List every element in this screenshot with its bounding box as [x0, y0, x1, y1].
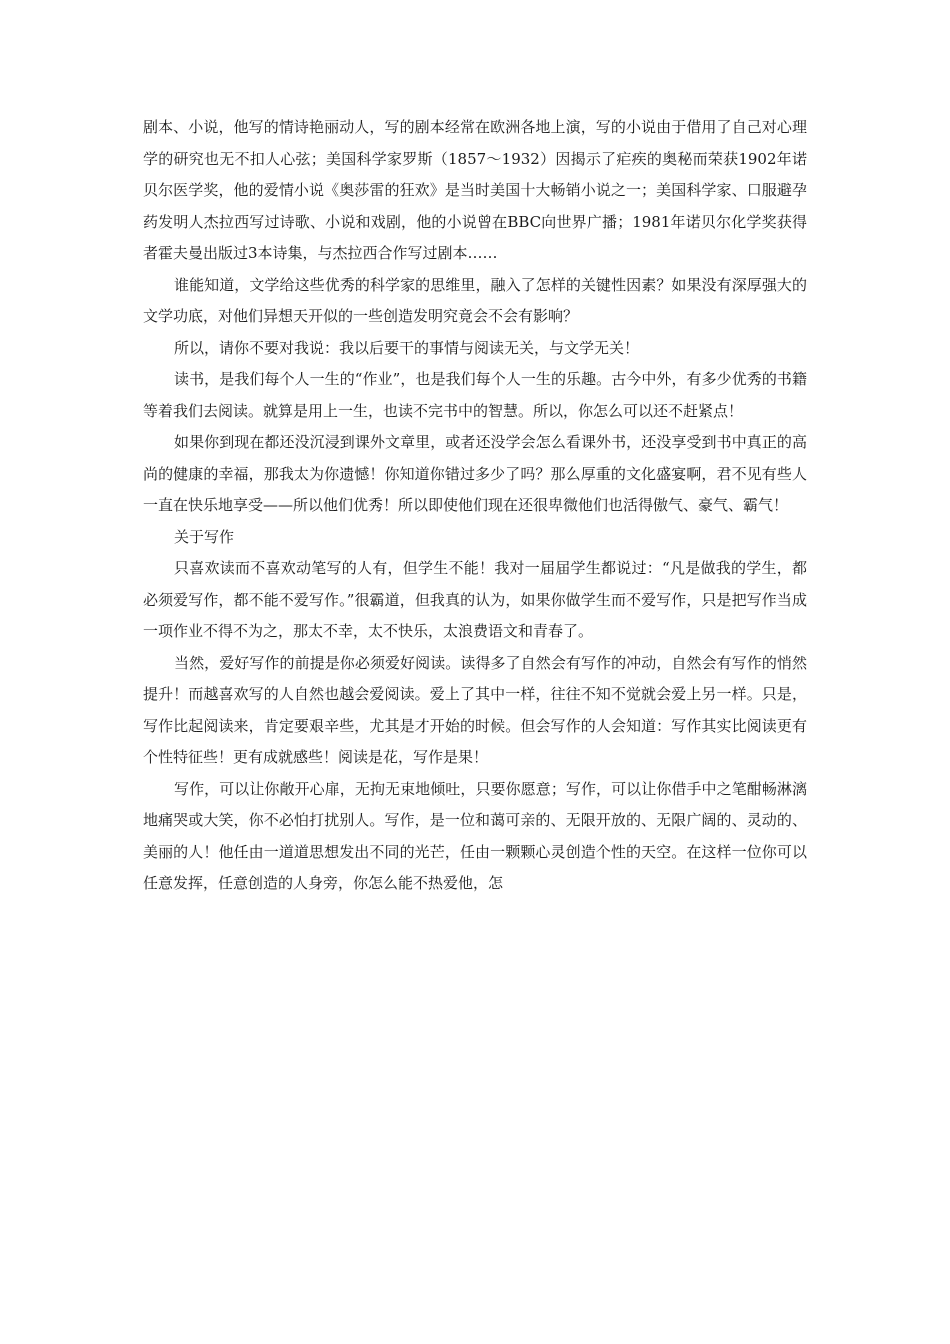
- paragraph-so-please: 所以，请你不要对我说：我以后要干的事情与阅读无关，与文学无关！: [174, 338, 640, 357]
- paragraph-reading-premise: 当然，爱好写作的前提是你必须爱好阅读。读得多了自然会有写作的冲动，自然会有写作的悄然提升！而越喜欢写的人自然也越会爱阅读。爱上了其中一样，往往不知不觉就会爱上另一样。只是，写作比起阅读来，肯定要艰辛些，尤其是才开始的时候。但会写作的人会知道：写作其实比阅读更有个性特征些！更有成就感些！阅读是花，写作是果！: [143, 653, 807, 766]
- paragraph-students-must-write: 只喜欢读而不喜欢动笔写的人有，但学生不能！我对一届届学生都说过：“凡是做我的学生，都必须爱写作，都不能不爱写作。”很霸道，但我真的认为，如果你做学生而不爱写作，只是把写作当成一项作业不得不为之，那太不幸，太不快乐，太浪费语文和青春了。: [143, 559, 807, 640]
- section-heading-writing: 关于写作: [174, 527, 235, 546]
- paragraph-regret: 如果你到现在都还没沉浸到课外文章里，或者还没学会怎么看课外书，还没享受到书中真正的高尚的健康的幸福，那我太为你遗憾！你知道你错过多少了吗？那么厚重的文化盛宴啊，君不见有些人一直在快乐地享受——所以他们优秀！所以即使他们现在还很卑微他们也活得傲气、豪气、霸气！: [143, 433, 807, 514]
- paragraph-who-knows: 谁能知道，文学给这些优秀的科学家的思维里，融入了怎样的关键性因素？如果没有深厚强大的文学功底，对他们异想天开似的一些创造发明究竟会不会有影响？: [143, 275, 807, 325]
- document-page: [143, 112, 807, 900]
- paragraph-reading-homework: 读书，是我们每个人一生的“作业”，也是我们每个人一生的乐趣。古今中外，有多少优秀的书籍等着我们去阅读。就算是用上一生，也读不完书中的智慧。所以，你怎么可以还不赶紧点！: [143, 370, 807, 420]
- paragraph-scientists-literature: 剧本、小说，他写的情诗艳丽动人，写的剧本经常在欧洲各地上演，写的小说由于借用了自己对心理学的研究也无不扣人心弦；美国科学家罗斯（1857～1932）因揭示了疟疾的奥秘而荣获1902年诺贝尔医学奖，他的爱情小说《奥莎雷的狂欢》是当时美国十大畅销小说之一；美国科学家、口服避孕药发明人杰拉西写过诗歌、小说和戏剧，他的小说曾在BBC向世界广播；1981年诺贝尔化学奖获得者霍夫曼出版过3本诗集，与杰拉西合作写过剧本……: [143, 118, 807, 262]
- paragraph-writing-freedom: 写作，可以让你敞开心扉，无拘无束地倾吐，只要你愿意；写作，可以让你借手中之笔酣畅淋漓地痛哭或大笑，你不必怕打扰别人。写作，是一位和蔼可亲的、无限开放的、无限广阔的、灵动的、美丽的人！他任由一道道思想发出不同的光芒，任由一颗颗心灵创造个性的天空。在这样一位你可以任意发挥，任意创造的人身旁，你怎么能不热爱他，怎: [143, 779, 807, 892]
